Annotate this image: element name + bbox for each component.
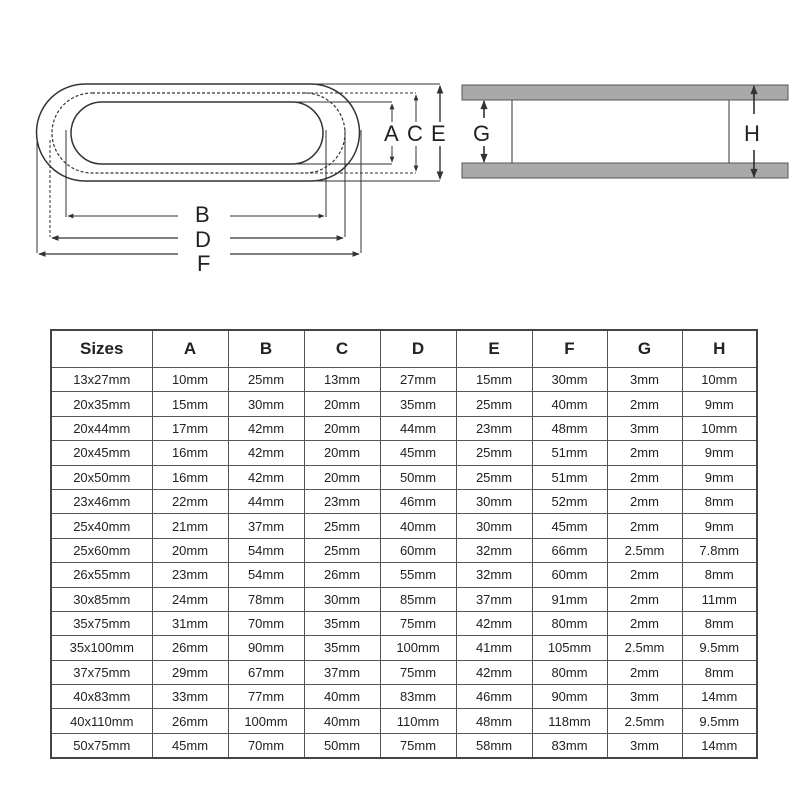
dimension-cell: 48mm: [532, 416, 607, 440]
dimension-cell: 37mm: [304, 660, 380, 684]
table-header-row: [51, 330, 757, 368]
dimension-cell: 42mm: [456, 660, 532, 684]
dimension-cell: 42mm: [456, 611, 532, 635]
dimension-cell: 35mm: [380, 392, 456, 416]
dimension-cell: 2.5mm: [607, 636, 682, 660]
dimension-cell: 25mm: [456, 392, 532, 416]
dimension-cell: 8mm: [682, 611, 757, 635]
dimension-cell: 58mm: [456, 733, 532, 758]
column-header-sizes: Sizes: [51, 330, 152, 368]
table-row: [51, 514, 757, 538]
dimension-cell: 54mm: [228, 563, 304, 587]
dimension-cell: 80mm: [532, 660, 607, 684]
dimension-cell: 3mm: [607, 685, 682, 709]
dimension-cell: 80mm: [532, 611, 607, 635]
dimension-cell: 2mm: [607, 514, 682, 538]
dimension-cell: 25mm: [304, 514, 380, 538]
dimension-cell: 40mm: [532, 392, 607, 416]
size-cell: 40x83mm: [51, 685, 152, 709]
dimension-cell: 30mm: [456, 514, 532, 538]
size-cell: 20x50mm: [51, 465, 152, 489]
dimension-cell: 30mm: [304, 587, 380, 611]
table-row: [51, 538, 757, 562]
dimension-cell: 20mm: [304, 392, 380, 416]
dimension-cell: 83mm: [532, 733, 607, 758]
column-header-a: A: [152, 330, 228, 368]
top-view: [37, 84, 440, 254]
table-row: [51, 392, 757, 416]
dimension-cell: 8mm: [682, 563, 757, 587]
dimension-cell: 105mm: [532, 636, 607, 660]
table-row: [51, 636, 757, 660]
dimension-cell: 25mm: [304, 538, 380, 562]
dimension-cell: 2.5mm: [607, 538, 682, 562]
dimension-cell: 13mm: [304, 368, 380, 392]
label-g: G: [473, 121, 491, 146]
dimension-cell: 42mm: [228, 416, 304, 440]
dimension-cell: 32mm: [456, 538, 532, 562]
dimension-cell: 10mm: [152, 368, 228, 392]
dimension-cell: 9.5mm: [682, 709, 757, 733]
dimension-cell: 25mm: [456, 465, 532, 489]
column-header-d: D: [380, 330, 456, 368]
dimension-cell: 2mm: [607, 465, 682, 489]
dimension-cell: 91mm: [532, 587, 607, 611]
dimension-cell: 2mm: [607, 441, 682, 465]
size-cell: 26x55mm: [51, 563, 152, 587]
dimension-cell: 9mm: [682, 514, 757, 538]
dimension-cell: 2mm: [607, 660, 682, 684]
dimension-cell: 2mm: [607, 489, 682, 513]
dimension-cell: 85mm: [380, 587, 456, 611]
label-e: E: [431, 121, 446, 146]
dimension-cell: 2mm: [607, 563, 682, 587]
dimension-cell: 3mm: [607, 416, 682, 440]
dimension-cell: 15mm: [456, 368, 532, 392]
dimension-cell: 23mm: [152, 563, 228, 587]
dimension-cell: 20mm: [304, 465, 380, 489]
size-cell: 20x45mm: [51, 441, 152, 465]
dimension-cell: 35mm: [304, 636, 380, 660]
dimension-cell: 70mm: [228, 611, 304, 635]
dimension-cell: 35mm: [304, 611, 380, 635]
dimension-cell: 45mm: [380, 441, 456, 465]
label-d: D: [195, 227, 211, 252]
dimension-cell: 21mm: [152, 514, 228, 538]
dimension-cell: 2mm: [607, 392, 682, 416]
table-row: [51, 660, 757, 684]
dimension-cell: 8mm: [682, 660, 757, 684]
table-row: [51, 416, 757, 440]
dimension-cell: 20mm: [304, 416, 380, 440]
dimension-cell: 110mm: [380, 709, 456, 733]
dimension-cell: 52mm: [532, 489, 607, 513]
dimension-cell: 40mm: [304, 709, 380, 733]
dimension-cell: 2mm: [607, 587, 682, 611]
dimension-cell: 51mm: [532, 441, 607, 465]
table-row: [51, 368, 757, 392]
table-row: [51, 709, 757, 733]
size-cell: 23x46mm: [51, 489, 152, 513]
dimension-cell: 75mm: [380, 733, 456, 758]
dimension-cell: 29mm: [152, 660, 228, 684]
dimension-cell: 45mm: [152, 733, 228, 758]
size-cell: 13x27mm: [51, 368, 152, 392]
dimension-cell: 78mm: [228, 587, 304, 611]
label-c: C: [407, 121, 423, 146]
dimension-cell: 40mm: [304, 685, 380, 709]
dimension-diagram: [0, 0, 800, 300]
dimension-cell: 14mm: [682, 685, 757, 709]
size-cell: 30x85mm: [51, 587, 152, 611]
dimension-cell: 70mm: [228, 733, 304, 758]
dimension-cell: 3mm: [607, 368, 682, 392]
dimension-cell: 23mm: [456, 416, 532, 440]
dimension-cell: 9mm: [682, 392, 757, 416]
dimension-cell: 54mm: [228, 538, 304, 562]
dimension-cell: 15mm: [152, 392, 228, 416]
dimension-cell: 31mm: [152, 611, 228, 635]
dimension-cell: 26mm: [152, 636, 228, 660]
size-cell: 25x60mm: [51, 538, 152, 562]
dimension-cell: 40mm: [380, 514, 456, 538]
dimension-cell: 24mm: [152, 587, 228, 611]
size-cell: 25x40mm: [51, 514, 152, 538]
dimension-cell: 9mm: [682, 441, 757, 465]
size-cell: 20x44mm: [51, 416, 152, 440]
dimension-cell: 25mm: [228, 368, 304, 392]
dimension-cell: 75mm: [380, 611, 456, 635]
dimension-cell: 23mm: [304, 489, 380, 513]
size-cell: 20x35mm: [51, 392, 152, 416]
size-cell: 35x100mm: [51, 636, 152, 660]
label-h: H: [744, 121, 760, 146]
dimension-cell: 100mm: [380, 636, 456, 660]
dimension-cell: 90mm: [532, 685, 607, 709]
dimension-cell: 60mm: [532, 563, 607, 587]
dimension-cell: 26mm: [152, 709, 228, 733]
dimension-cell: 14mm: [682, 733, 757, 758]
dimension-cell: 17mm: [152, 416, 228, 440]
dimension-cell: 22mm: [152, 489, 228, 513]
size-cell: 40x110mm: [51, 709, 152, 733]
dimension-cell: 30mm: [456, 489, 532, 513]
dimension-cell: 25mm: [456, 441, 532, 465]
column-header-c: C: [304, 330, 380, 368]
table-row: [51, 489, 757, 513]
column-header-b: B: [228, 330, 304, 368]
dimension-cell: 33mm: [152, 685, 228, 709]
table-row: [51, 441, 757, 465]
dimension-cell: 16mm: [152, 441, 228, 465]
dimension-cell: 20mm: [304, 441, 380, 465]
dimension-cell: 60mm: [380, 538, 456, 562]
table-row: [51, 563, 757, 587]
dimension-cell: 42mm: [228, 441, 304, 465]
dimension-cell: 2mm: [607, 611, 682, 635]
dimension-cell: 41mm: [456, 636, 532, 660]
dimension-cell: 9.5mm: [682, 636, 757, 660]
dimension-cell: 32mm: [456, 563, 532, 587]
dimension-cell: 11mm: [682, 587, 757, 611]
table-row: [51, 733, 757, 758]
column-header-e: E: [456, 330, 532, 368]
dimension-cell: 75mm: [380, 660, 456, 684]
dimension-cell: 3mm: [607, 733, 682, 758]
dimension-cell: 30mm: [532, 368, 607, 392]
size-table: [50, 329, 758, 759]
label-a: A: [384, 121, 399, 146]
dimension-cell: 50mm: [304, 733, 380, 758]
size-cell: 50x75mm: [51, 733, 152, 758]
dimension-cell: 42mm: [228, 465, 304, 489]
dimension-cell: 90mm: [228, 636, 304, 660]
dimension-cell: 20mm: [152, 538, 228, 562]
dimension-cell: 2.5mm: [607, 709, 682, 733]
dimension-cell: 51mm: [532, 465, 607, 489]
table-row: [51, 611, 757, 635]
dimension-cell: 7.8mm: [682, 538, 757, 562]
dimension-cell: 46mm: [380, 489, 456, 513]
dimension-cell: 55mm: [380, 563, 456, 587]
dimension-cell: 26mm: [304, 563, 380, 587]
dimension-cell: 118mm: [532, 709, 607, 733]
dimension-cell: 44mm: [380, 416, 456, 440]
dimension-cell: 100mm: [228, 709, 304, 733]
dimension-cell: 83mm: [380, 685, 456, 709]
column-header-g: G: [607, 330, 682, 368]
table-row: [51, 587, 757, 611]
column-header-h: H: [682, 330, 757, 368]
dimension-cell: 10mm: [682, 368, 757, 392]
dimension-cell: 8mm: [682, 489, 757, 513]
dimension-cell: 66mm: [532, 538, 607, 562]
dimension-cell: 46mm: [456, 685, 532, 709]
dimension-cell: 30mm: [228, 392, 304, 416]
size-cell: 37x75mm: [51, 660, 152, 684]
dimension-cell: 10mm: [682, 416, 757, 440]
size-cell: 35x75mm: [51, 611, 152, 635]
dimension-cell: 48mm: [456, 709, 532, 733]
dimension-cell: 45mm: [532, 514, 607, 538]
label-b: B: [195, 202, 210, 227]
dimension-cell: 50mm: [380, 465, 456, 489]
side-view: [462, 85, 788, 178]
column-header-f: F: [532, 330, 607, 368]
dimension-cell: 37mm: [228, 514, 304, 538]
dimension-cell: 27mm: [380, 368, 456, 392]
dimension-cell: 67mm: [228, 660, 304, 684]
dimension-cell: 9mm: [682, 465, 757, 489]
dimension-cell: 44mm: [228, 489, 304, 513]
table-row: [51, 685, 757, 709]
label-f: F: [197, 251, 211, 276]
dimension-cell: 77mm: [228, 685, 304, 709]
table-row: [51, 465, 757, 489]
dimension-cell: 16mm: [152, 465, 228, 489]
dimension-cell: 37mm: [456, 587, 532, 611]
